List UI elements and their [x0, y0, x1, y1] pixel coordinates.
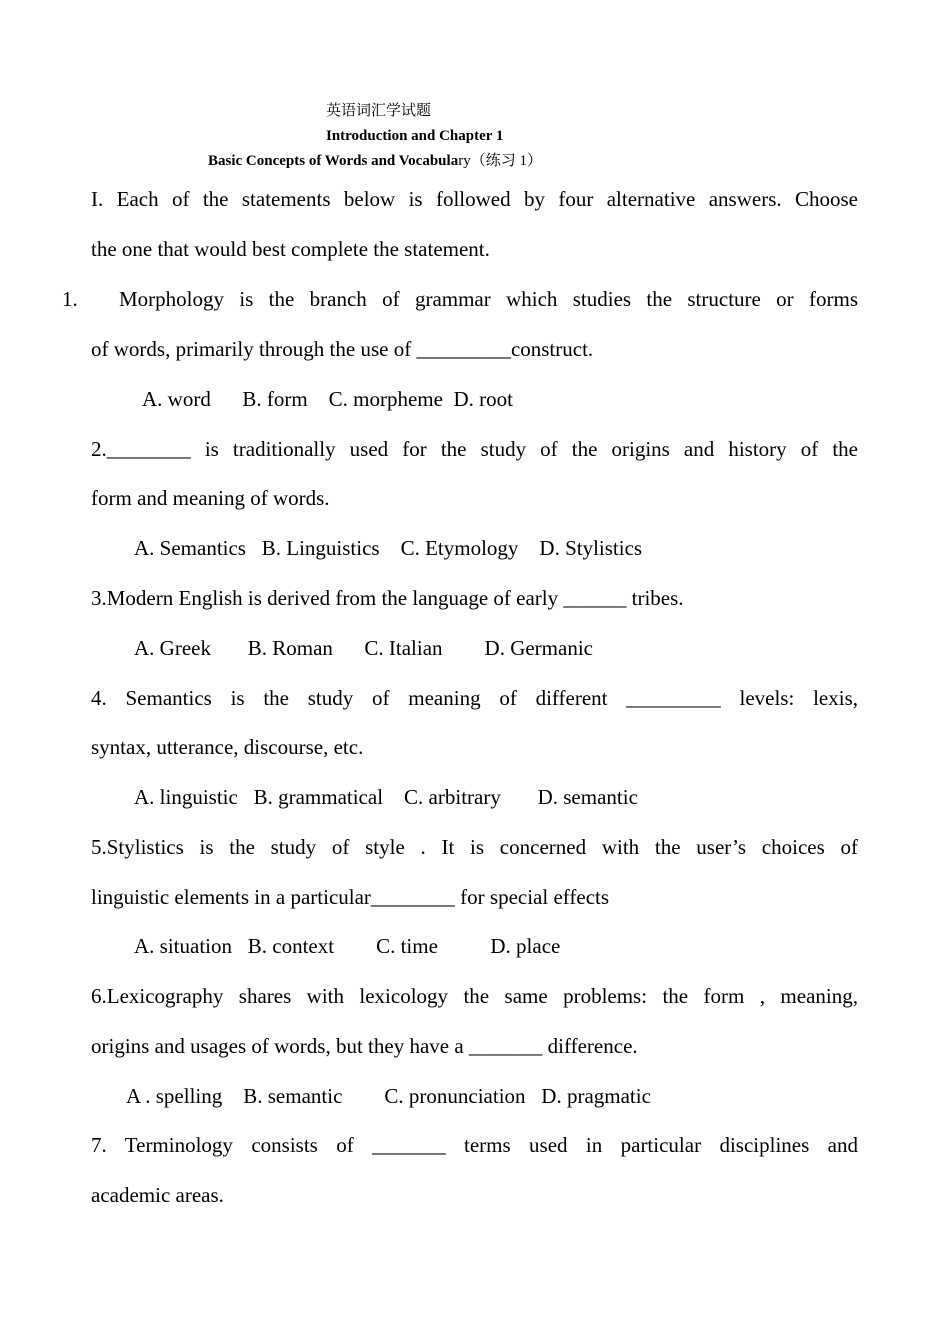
question-1-line1: Morphology is the branch of grammar which studies the structure or forms: [119, 287, 858, 311]
question-4-line2: syntax, utterance, discourse, etc.: [91, 735, 364, 759]
subtitle-bold: Basic Concepts of Words and Vocabula: [208, 153, 459, 169]
question-6-line2: origins and usages of words, but they have a _______ difference.: [91, 1034, 638, 1058]
question-1-number: 1.: [62, 287, 78, 311]
question-2-line1: 2.________ is traditionally used for the study of the origins and history of the: [91, 437, 858, 461]
question-6-options: A . spelling B. semantic C. pronunciation D. pragmatic: [126, 1084, 651, 1108]
chapter-title: Introduction and Chapter 1: [326, 128, 504, 144]
question-2-options: A. Semantics B. Linguistics C. Etymology D. Stylistics: [134, 536, 643, 560]
section-instruction-line2: the one that would best complete the statement.: [91, 237, 490, 261]
question-7-line2: academic areas.: [91, 1183, 224, 1207]
question-4-line1: 4. Semantics is the study of meaning of different _________ levels: lexis,: [91, 686, 858, 710]
question-3-options: A. Greek B. Roman C. Italian D. Germanic: [134, 636, 593, 660]
question-1-line2: of words, primarily through the use of _________construct.: [91, 337, 594, 361]
section-instruction-line1: I. Each of the statements below is followed by four alternative answers. Choose: [91, 187, 858, 211]
subtitle-rest: ry（练习 1）: [458, 153, 542, 169]
question-4-options: A. linguistic B. grammatical C. arbitrary D. semantic: [134, 785, 638, 809]
question-6-line1: 6.Lexicography shares with lexicology the same problems: the form , meaning,: [91, 984, 858, 1008]
question-3-line1: 3.Modern English is derived from the language of early ______ tribes.: [91, 586, 684, 610]
subtitle: [208, 151, 542, 171]
question-5-line1: 5.Stylistics is the study of style . It is concerned with the user’s choices of: [91, 835, 858, 859]
question-2-line2: form and meaning of words.: [91, 486, 330, 510]
question-7-line1: 7. Terminology consists of _______ terms used in particular disciplines and: [91, 1133, 858, 1157]
question-5-line2: linguistic elements in a particular________ for special effects: [91, 885, 610, 909]
question-5-options: A. situation B. context C. time D. place: [134, 934, 561, 958]
chinese-title: 英语词汇学试题: [326, 103, 432, 119]
question-1-options: A. word B. form C. morpheme D. root: [142, 387, 513, 411]
